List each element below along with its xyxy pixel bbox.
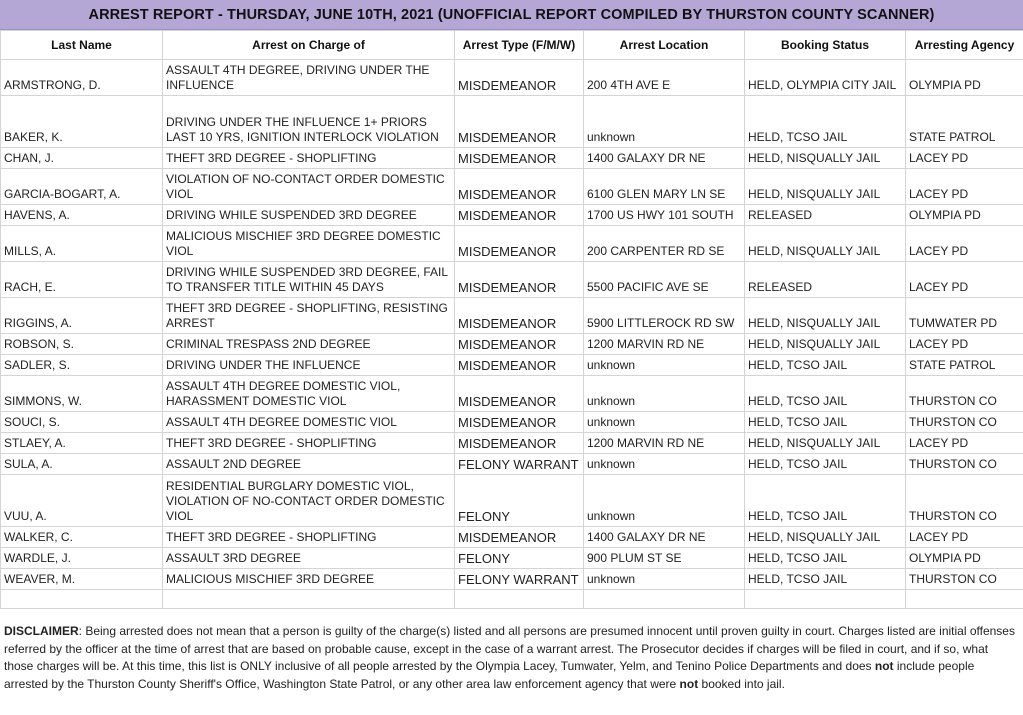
- cell-arrest-type: MISDEMEANOR: [455, 376, 584, 412]
- cell-arrest-type: MISDEMEANOR: [455, 334, 584, 355]
- table-row: [1, 148, 1023, 169]
- cell-charge: ASSAULT 4TH DEGREE DOMESTIC VIOL, HARASSMENT DOMESTIC VIOL: [163, 376, 455, 412]
- cell-charge: RESIDENTIAL BURGLARY DOMESTIC VIOL, VIOLATION OF NO-CONTACT ORDER DOMESTIC VIOL: [163, 475, 455, 527]
- cell-location: 200 4TH AVE E: [584, 60, 745, 96]
- cell-last-name: GARCIA-BOGART, A.: [1, 169, 163, 205]
- column-header-last-name: Last Name: [1, 31, 163, 60]
- table-row: [1, 60, 1023, 96]
- cell-charge: ASSAULT 2ND DEGREE: [163, 454, 455, 475]
- cell-arresting-agency: LACEY PD: [906, 527, 1023, 548]
- table-row: [1, 376, 1023, 412]
- cell-booking-status: HELD, TCSO JAIL: [745, 96, 906, 148]
- table-row: [1, 226, 1023, 262]
- cell-arresting-agency: THURSTON CO: [906, 569, 1023, 590]
- cell-last-name: STLAEY, A.: [1, 433, 163, 454]
- cell-last-name: ARMSTRONG, D.: [1, 60, 163, 96]
- cell-arrest-type: FELONY: [455, 475, 584, 527]
- cell-arresting-agency: THURSTON CO: [906, 376, 1023, 412]
- cell-arresting-agency: STATE PATROL: [906, 355, 1023, 376]
- cell-location: unknown: [584, 376, 745, 412]
- cell-arresting-agency: THURSTON CO: [906, 454, 1023, 475]
- cell-booking-status: HELD, NISQUALLY JAIL: [745, 433, 906, 454]
- disclaimer: [0, 620, 1023, 696]
- cell-arrest-type: MISDEMEANOR: [455, 226, 584, 262]
- column-header-arrest-type: Arrest Type (F/M/W): [455, 31, 584, 60]
- cell-location: 6100 GLEN MARY LN SE: [584, 169, 745, 205]
- disclaimer-text-1: : Being arrested does not mean that a person is guilty of the charge(s) listed and all persons are presumed innocent until proven guilty in court. Charges listed are initial offenses referred by the officer at the time of arrest that are based on probable cause, except in the case of a warrant arrest. The Prosecutor decides if charges will be filed in court, and if so, what those charges will be. At this time, this list is ONLY inclusive of all people arrested by the Olympia Lacey, Tumwater, Yelm, and Tenino Police Departments and does: [4, 624, 1015, 673]
- cell-location: unknown: [584, 454, 745, 475]
- cell-arrest-type: MISDEMEANOR: [455, 205, 584, 226]
- table-row: [1, 169, 1023, 205]
- cell-location: 900 PLUM ST SE: [584, 548, 745, 569]
- cell-charge: THEFT 3RD DEGREE - SHOPLIFTING, RESISTING ARREST: [163, 298, 455, 334]
- empty-cell: [1, 590, 163, 609]
- cell-last-name: RACH, E.: [1, 262, 163, 298]
- cell-last-name: CHAN, J.: [1, 148, 163, 169]
- cell-arresting-agency: OLYMPIA PD: [906, 205, 1023, 226]
- header-row: [1, 31, 1023, 60]
- cell-arresting-agency: THURSTON CO: [906, 412, 1023, 433]
- empty-cell: [745, 590, 906, 609]
- cell-charge: DRIVING UNDER THE INFLUENCE 1+ PRIORS LAST 10 YRS, IGNITION INTERLOCK VIOLATION: [163, 96, 455, 148]
- cell-location: 200 CARPENTER RD SE: [584, 226, 745, 262]
- cell-arresting-agency: OLYMPIA PD: [906, 548, 1023, 569]
- disclaimer-text-3: booked into jail.: [698, 676, 785, 691]
- cell-booking-status: HELD, TCSO JAIL: [745, 569, 906, 590]
- table-row: [1, 412, 1023, 433]
- cell-last-name: SIMMONS, W.: [1, 376, 163, 412]
- table-row: [1, 569, 1023, 590]
- cell-arresting-agency: THURSTON CO: [906, 475, 1023, 527]
- cell-charge: ASSAULT 4TH DEGREE, DRIVING UNDER THE INFLUENCE: [163, 60, 455, 96]
- empty-cell: [906, 590, 1023, 609]
- cell-booking-status: HELD, NISQUALLY JAIL: [745, 334, 906, 355]
- cell-last-name: VUU, A.: [1, 475, 163, 527]
- cell-charge: MALICIOUS MISCHIEF 3RD DEGREE: [163, 569, 455, 590]
- cell-last-name: WEAVER, M.: [1, 569, 163, 590]
- cell-arrest-type: FELONY WARRANT: [455, 454, 584, 475]
- cell-arresting-agency: LACEY PD: [906, 169, 1023, 205]
- cell-last-name: HAVENS, A.: [1, 205, 163, 226]
- table-body: [1, 60, 1023, 609]
- cell-arrest-type: MISDEMEANOR: [455, 96, 584, 148]
- cell-charge: THEFT 3RD DEGREE - SHOPLIFTING: [163, 148, 455, 169]
- disclaimer-label: DISCLAIMER: [4, 624, 79, 638]
- cell-location: unknown: [584, 412, 745, 433]
- table-row: [1, 548, 1023, 569]
- table-row: [1, 298, 1023, 334]
- cell-arrest-type: FELONY WARRANT: [455, 569, 584, 590]
- cell-booking-status: HELD, NISQUALLY JAIL: [745, 298, 906, 334]
- cell-charge: DRIVING UNDER THE INFLUENCE: [163, 355, 455, 376]
- cell-booking-status: RELEASED: [745, 205, 906, 226]
- cell-arresting-agency: OLYMPIA PD: [906, 60, 1023, 96]
- cell-arresting-agency: STATE PATROL: [906, 96, 1023, 148]
- cell-arrest-type: FELONY: [455, 548, 584, 569]
- cell-location: unknown: [584, 355, 745, 376]
- cell-charge: VIOLATION OF NO-CONTACT ORDER DOMESTIC VIOL: [163, 169, 455, 205]
- table-row-empty: [1, 590, 1023, 609]
- column-header-agency: Arresting Agency: [906, 31, 1023, 60]
- cell-last-name: SULA, A.: [1, 454, 163, 475]
- cell-booking-status: HELD, OLYMPIA CITY JAIL: [745, 60, 906, 96]
- empty-cell: [455, 590, 584, 609]
- cell-location: 1200 MARVIN RD NE: [584, 334, 745, 355]
- cell-arresting-agency: LACEY PD: [906, 148, 1023, 169]
- cell-last-name: SADLER, S.: [1, 355, 163, 376]
- cell-booking-status: HELD, TCSO JAIL: [745, 548, 906, 569]
- cell-charge: CRIMINAL TRESPASS 2ND DEGREE: [163, 334, 455, 355]
- cell-arresting-agency: LACEY PD: [906, 226, 1023, 262]
- cell-arresting-agency: TUMWATER PD: [906, 298, 1023, 334]
- table-row: [1, 454, 1023, 475]
- cell-location: 5500 PACIFIC AVE SE: [584, 262, 745, 298]
- cell-location: unknown: [584, 569, 745, 590]
- cell-arrest-type: MISDEMEANOR: [455, 412, 584, 433]
- cell-arresting-agency: LACEY PD: [906, 433, 1023, 454]
- cell-arrest-type: MISDEMEANOR: [455, 355, 584, 376]
- table-row: [1, 96, 1023, 148]
- cell-charge: ASSAULT 3RD DEGREE: [163, 548, 455, 569]
- cell-arresting-agency: LACEY PD: [906, 334, 1023, 355]
- empty-cell: [163, 590, 455, 609]
- table-row: [1, 334, 1023, 355]
- column-header-booking-status: Booking Status: [745, 31, 906, 60]
- cell-last-name: BAKER, K.: [1, 96, 163, 148]
- cell-charge: DRIVING WHILE SUSPENDED 3RD DEGREE: [163, 205, 455, 226]
- cell-arrest-type: MISDEMEANOR: [455, 298, 584, 334]
- table-row: [1, 527, 1023, 548]
- cell-charge: DRIVING WHILE SUSPENDED 3RD DEGREE, FAIL TO TRANSFER TITLE WITHIN 45 DAYS: [163, 262, 455, 298]
- table-row: [1, 433, 1023, 454]
- cell-location: 5900 LITTLEROCK RD SW: [584, 298, 745, 334]
- cell-arrest-type: MISDEMEANOR: [455, 262, 584, 298]
- table-row: [1, 205, 1023, 226]
- cell-booking-status: HELD, NISQUALLY JAIL: [745, 169, 906, 205]
- column-header-location: Arrest Location: [584, 31, 745, 60]
- arrest-table: [0, 30, 1023, 609]
- empty-cell: [584, 590, 745, 609]
- table-row: [1, 475, 1023, 527]
- cell-charge: MALICIOUS MISCHIEF 3RD DEGREE DOMESTIC VIOL: [163, 226, 455, 262]
- cell-booking-status: HELD, NISQUALLY JAIL: [745, 148, 906, 169]
- cell-booking-status: HELD, TCSO JAIL: [745, 376, 906, 412]
- cell-arrest-type: MISDEMEANOR: [455, 433, 584, 454]
- cell-booking-status: HELD, TCSO JAIL: [745, 454, 906, 475]
- cell-arrest-type: MISDEMEANOR: [455, 148, 584, 169]
- cell-charge: THEFT 3RD DEGREE - SHOPLIFTING: [163, 433, 455, 454]
- cell-last-name: WARDLE, J.: [1, 548, 163, 569]
- cell-last-name: WALKER, C.: [1, 527, 163, 548]
- table-row: [1, 262, 1023, 298]
- cell-arrest-type: MISDEMEANOR: [455, 60, 584, 96]
- table-row: [1, 355, 1023, 376]
- cell-arresting-agency: LACEY PD: [906, 262, 1023, 298]
- cell-booking-status: RELEASED: [745, 262, 906, 298]
- cell-location: 1700 US HWY 101 SOUTH: [584, 205, 745, 226]
- cell-booking-status: HELD, TCSO JAIL: [745, 475, 906, 527]
- cell-location: unknown: [584, 475, 745, 527]
- cell-last-name: RIGGINS, A.: [1, 298, 163, 334]
- cell-arrest-type: MISDEMEANOR: [455, 527, 584, 548]
- cell-charge: THEFT 3RD DEGREE - SHOPLIFTING: [163, 527, 455, 548]
- cell-last-name: SOUCI, S.: [1, 412, 163, 433]
- cell-location: 1200 MARVIN RD NE: [584, 433, 745, 454]
- cell-location: 1400 GALAXY DR NE: [584, 527, 745, 548]
- cell-booking-status: HELD, TCSO JAIL: [745, 355, 906, 376]
- column-header-charge: Arrest on Charge of: [163, 31, 455, 60]
- cell-last-name: MILLS, A.: [1, 226, 163, 262]
- cell-booking-status: HELD, NISQUALLY JAIL: [745, 527, 906, 548]
- cell-booking-status: HELD, TCSO JAIL: [745, 412, 906, 433]
- cell-location: unknown: [584, 96, 745, 148]
- report-title: ARREST REPORT - THURSDAY, JUNE 10TH, 2021 (UNOFFICIAL REPORT COMPILED BY THURSTON COUNTY SCANNER): [0, 0, 1023, 30]
- disclaimer-emphasis-1: not: [874, 659, 894, 673]
- disclaimer-text-2: include people arrested by the Thurston County Sheriff's Office, Washington State Patrol, or any other area law enforcement agency that were: [4, 659, 975, 691]
- cell-arrest-type: MISDEMEANOR: [455, 169, 584, 205]
- disclaimer-emphasis-2: not: [679, 676, 699, 691]
- cell-charge: ASSAULT 4TH DEGREE DOMESTIC VIOL: [163, 412, 455, 433]
- cell-location: 1400 GALAXY DR NE: [584, 148, 745, 169]
- cell-booking-status: HELD, NISQUALLY JAIL: [745, 226, 906, 262]
- cell-last-name: ROBSON, S.: [1, 334, 163, 355]
